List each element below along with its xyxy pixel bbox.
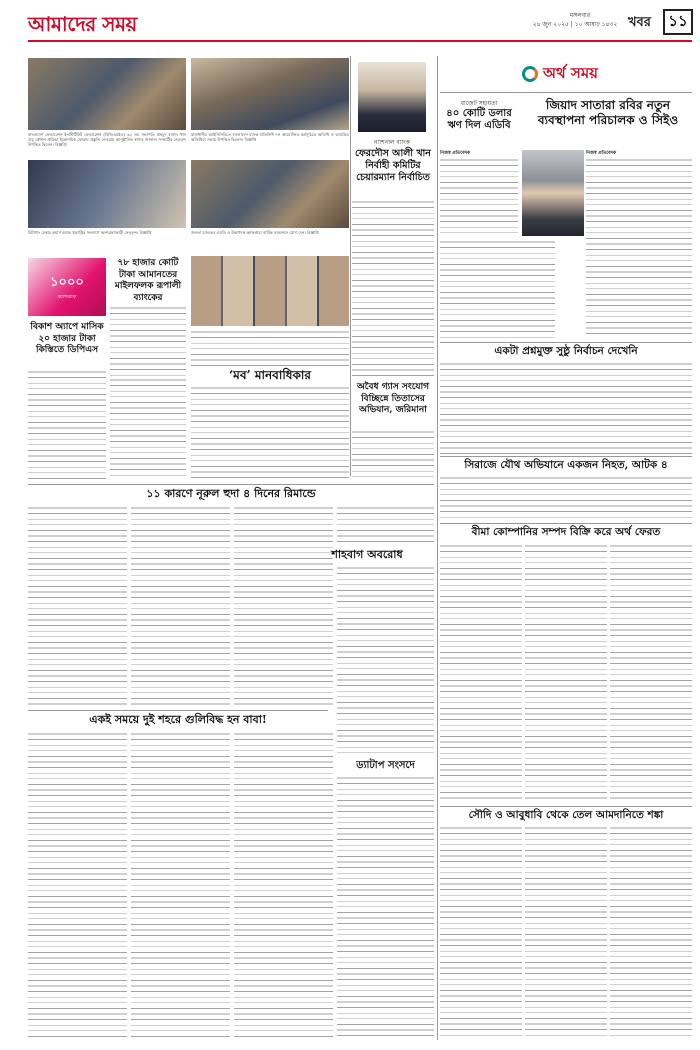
saudi-body-col2: [525, 826, 607, 1040]
siraj-headline: সিরাজে যৌথ অভিযানে একজন নিহত, আটক ৪: [464, 459, 668, 471]
missiles-headline: একই সময়ে দুই শহরে গুলিবিদ্ধ হন বাবা!: [89, 713, 267, 726]
artho-logo-icon: [522, 66, 538, 82]
artho-logo-text: অর্থ সময়: [542, 63, 598, 82]
election-headline: একটা প্রশ্নমুক্ত সুষ্ঠু নির্বাচন দেখেনি: [494, 345, 638, 357]
ziad-portrait: [522, 150, 584, 236]
shelter-headline: ড্যাটাপ সংসদে: [356, 760, 415, 771]
insurance-body-col1: [440, 544, 522, 802]
rupali-body-2: [110, 378, 186, 480]
saudi-body-col1: [440, 826, 522, 1040]
gas-headline: অবৈধ গ্যাস সংযোগ বিচ্ছিন্নে তিতাসের অভিযান, জরিমানা: [356, 382, 430, 415]
weekday: মঙ্গলবার: [569, 12, 591, 19]
gas-body: [352, 430, 434, 480]
photo-chamber: [28, 160, 186, 228]
column-rule-2: [350, 56, 351, 476]
ferdous-portrait: [358, 62, 426, 132]
nazrul-divider: [28, 484, 434, 485]
column-rule-1: [437, 56, 438, 1040]
artho-logo: [500, 60, 620, 88]
insurance-body-col3: [610, 544, 692, 802]
saudi-body-col3: [610, 826, 692, 1040]
shahbagh-body: [337, 566, 434, 756]
bikash-ad: [28, 258, 106, 316]
saudi-headline: সৌদি ও আবুধাবি থেকে তেল আমদানিতে শঙ্কা: [468, 809, 664, 821]
nazrul-headline: ১১ কারণে নূরুল হুদা ৪ দিনের রিমান্ডে: [146, 487, 316, 500]
election-divider: [440, 342, 692, 343]
masthead-logo: [28, 10, 168, 36]
saudi-divider: [440, 806, 692, 807]
missiles-divider: [28, 710, 328, 711]
ferdous-headline: ফেরদৌস আলী খান নির্বাহী কমিটির চেয়ারম্যান নির্বাচিত: [355, 148, 431, 183]
shahbagh-body-pre: [337, 506, 434, 546]
header-divider: [28, 40, 692, 42]
adb-credit: নিজস্ব প্রতিবেদক: [440, 151, 471, 156]
insurance-body-col2: [525, 544, 607, 802]
missiles-body-col3: [234, 732, 333, 1040]
missiles-body-col1: [28, 732, 127, 1040]
photo-janata: [191, 160, 349, 228]
photo-icc: [191, 58, 349, 130]
page-number: ১১: [668, 11, 688, 30]
rupali-body: [110, 306, 186, 376]
date-line: ২৪ জুন ২০২৫ | ১০ আষাঢ় ১৪৩২: [532, 21, 618, 28]
rupali-headline: ৭৮ হাজার কোটি টাকা আমানতের মাইলফলক রূপালী ব্যাংকের: [114, 258, 182, 303]
photo-bgmea: [28, 58, 186, 130]
caption-icc: রাজধানীর আইসিসিবিতে বাংলাদেশ ব্যাংক প্রতিনিধি দল আয়োজিত কর্মসূচিতে অতিথি ও আমন্ত্রিত অতিথিরা সভায় উপস্থিত ছিলেন। বিজ্ঞপ্তি: [191, 132, 349, 143]
caption-chamber: চিটাগাং চেম্বার কমার্স অ্যান্ড ইন্ডাস্ট্রির সংলাপে অংশগ্রহণকারী নেতৃবৃন্দ। বিজ্ঞপ্তি: [28, 230, 152, 235]
caption-bgmea: বাংলাদেশ ফেডারেশন ইনস্টিটিউট ফেডারেশন (বিজিএমইএ) ৩২ তম সভাপতি মাহমুদ হাসান খান বাবু কৌশল প্রক্রিয়া ইকোনমিক ফোরাম প্রস্তুতি নেওয়ায় আনুষ্ঠানিক স্বাগত জানান। সংস্থাটির নেতৃবৃন্দ উপস্থিত ছিলেন। বিজ্ঞপ্তি: [28, 132, 186, 148]
section-label: খবর: [628, 15, 651, 30]
shelter-body: [337, 776, 434, 1040]
artho-divider: [440, 92, 692, 93]
ferdous-kicker: ন্যাশনাল ব্যাংক: [374, 139, 410, 146]
ziad-credit: নিজস্ব প্রতিবেদক: [586, 151, 617, 156]
caption-janata: জনতা ব্যাংকের এমডি ও উচ্চপদস্থ কর্মকর্তারা বার্ষিক সম্মেলনে যোগ দেন। বিজ্ঞপ্তি: [191, 230, 319, 235]
insurance-headline: বীমা কোম্পানির সম্পদ বিক্রি করে অর্থ ফেরত: [471, 526, 661, 538]
insurance-divider: [440, 523, 692, 524]
mobe-photo-grid: [191, 256, 349, 326]
mobe-body-2: [191, 386, 349, 480]
ziad-body: [586, 158, 692, 338]
mobe-body: [191, 330, 349, 366]
bikash-ad-amount: ১০০০: [50, 274, 84, 290]
bikash-ad-text: ক্যাশব্যাক: [57, 293, 77, 300]
adb-body: [440, 158, 518, 238]
adb-body-2: [440, 240, 555, 338]
siraj-body: [440, 476, 692, 520]
ziad-headline: জিয়াদ সাতারা রবির নতুন ব্যবস্থাপনা পরিচালক ও সিইও: [537, 98, 679, 127]
adb-headline: ৪০ কোটি ডলার ঋণ দিল এডিবি: [446, 108, 512, 131]
siraj-divider: [440, 456, 692, 457]
election-body: [440, 362, 692, 454]
mobe-headline: ‘মব’ মানবাধিকার: [229, 368, 311, 382]
page-number-box: [663, 9, 693, 35]
nazrul-body-col2: [131, 506, 230, 706]
bikash-body: [28, 370, 106, 480]
bikash-headline: বিকাশ অ্যাপে মাসিক ২০ হাজার টাকা কিস্তিতে ডিপিএস: [30, 322, 104, 355]
adb-kicker: বাজেট সহায়তা: [460, 100, 498, 107]
ferdous-body: [352, 200, 434, 378]
missiles-body-col2: [131, 732, 230, 1040]
nazrul-body-col1: [28, 506, 127, 706]
masthead-text: আমাদের সময়: [28, 12, 137, 36]
shahbagh-headline: শাহবাগ অবরোধ: [331, 548, 403, 561]
nazrul-body-col3: [234, 506, 333, 706]
